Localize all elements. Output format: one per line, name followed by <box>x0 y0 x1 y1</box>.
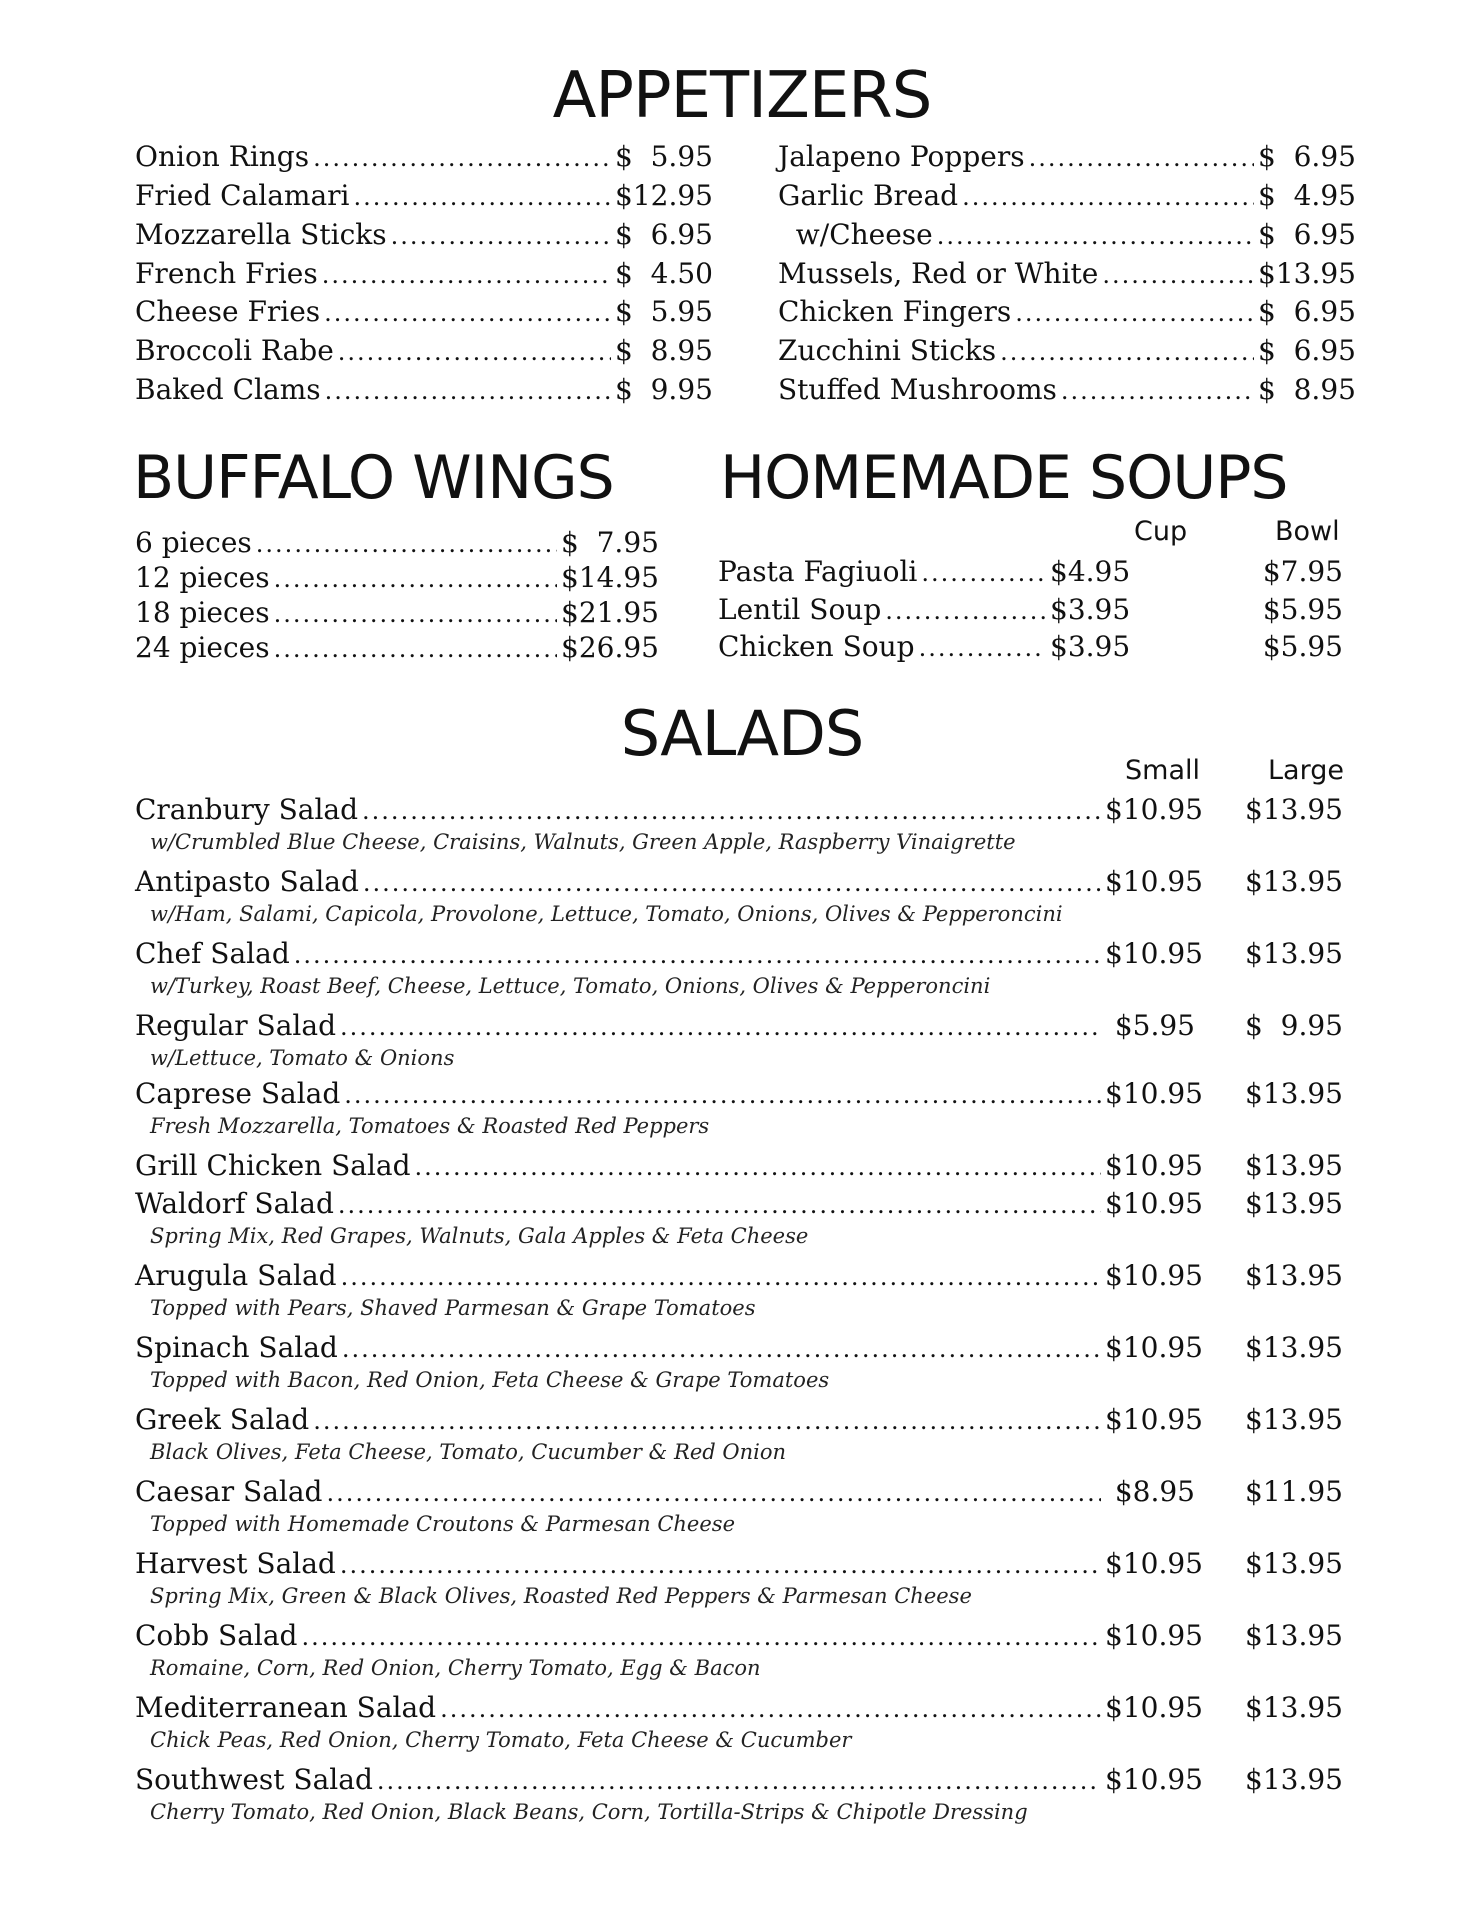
dot-leader <box>338 1193 1101 1217</box>
item-price: $21.95 <box>561 596 659 629</box>
item-name: Broccoli Rabe <box>135 334 334 367</box>
dot-leader <box>937 224 1254 248</box>
item-description: Topped with Bacon, Red Onion, Feta Cheese & Grape Tomatoes <box>150 1368 830 1392</box>
small-price: $10.95 <box>1105 1619 1203 1652</box>
item-name: Mozzarella Sticks <box>135 218 387 251</box>
item-name: Garlic Bread <box>778 179 959 212</box>
dot-leader <box>340 1553 1101 1577</box>
menu-item <box>718 555 1131 588</box>
dot-leader <box>274 602 557 626</box>
small-price: $10.95 <box>1105 1403 1203 1436</box>
large-price: $13.95 <box>1245 1547 1343 1580</box>
dot-leader <box>256 532 557 556</box>
dot-leader <box>885 599 1046 623</box>
dot-leader <box>344 1083 1101 1107</box>
item-name: 24 pieces <box>135 631 270 664</box>
dot-leader <box>340 1015 1101 1039</box>
dot-leader <box>1015 301 1254 325</box>
small-price: $10.95 <box>1105 1331 1203 1364</box>
menu-item <box>135 1619 1203 1652</box>
menu-item <box>135 257 713 290</box>
dot-leader <box>325 379 611 403</box>
item-name: w/Cheese <box>778 218 933 251</box>
large-price: $13.95 <box>1245 1691 1343 1724</box>
small-price: $10.95 <box>1105 1259 1203 1292</box>
item-name: Greek Salad <box>135 1403 310 1436</box>
item-description: w/Turkey, Roast Beef, Cheese, Lettuce, Tomato, Onions, Olives & Pepperoncini <box>150 974 991 998</box>
large-price: $13.95 <box>1245 1619 1343 1652</box>
item-name: Chicken Soup <box>718 630 915 663</box>
item-description: Black Olives, Feta Cheese, Tomato, Cucumber & Red Onion <box>150 1440 786 1464</box>
item-price: $ 6.95 <box>1258 334 1356 367</box>
item-description: w/Lettuce, Tomato & Onions <box>150 1046 455 1070</box>
menu-item <box>778 334 1356 367</box>
large-price: $11.95 <box>1245 1475 1343 1508</box>
item-name: Pasta Fagiuoli <box>718 555 918 588</box>
dot-leader <box>313 146 611 170</box>
item-name: 18 pieces <box>135 596 270 629</box>
dot-leader <box>377 1769 1101 1793</box>
dot-leader <box>274 637 557 661</box>
item-name: Grill Chicken Salad <box>135 1149 411 1182</box>
small-price: $10.95 <box>1105 1077 1203 1110</box>
menu-item <box>718 630 1131 663</box>
dot-leader <box>294 943 1101 967</box>
large-price: $13.95 <box>1245 865 1343 898</box>
menu-item <box>778 140 1356 173</box>
menu-item <box>135 596 659 629</box>
menu-item <box>718 593 1131 626</box>
homemade-soups-heading: HOMEMADE SOUPS <box>720 443 1288 513</box>
item-name: 12 pieces <box>135 561 270 594</box>
menu-item <box>135 793 1203 826</box>
large-price: $13.95 <box>1245 1187 1343 1220</box>
small-price: $10.95 <box>1105 1763 1203 1796</box>
cup-column-header: Cup <box>1134 516 1188 547</box>
item-name: Fried Calamari <box>135 179 350 212</box>
small-price: $10.95 <box>1105 937 1203 970</box>
item-price: $ 9.95 <box>615 373 713 406</box>
dot-leader <box>919 636 1046 660</box>
dot-leader <box>354 185 611 209</box>
dot-leader <box>440 1697 1101 1721</box>
dot-leader <box>1102 263 1254 287</box>
menu-item <box>135 1331 1203 1364</box>
item-name: Mediterranean Salad <box>135 1691 437 1724</box>
item-name: French Fries <box>135 257 318 290</box>
menu-item <box>778 179 1356 212</box>
dot-leader <box>391 224 611 248</box>
item-price: $26.95 <box>561 631 659 664</box>
dot-leader <box>1029 146 1254 170</box>
item-price: $12.95 <box>615 179 713 212</box>
menu-item <box>135 179 713 212</box>
menu-item <box>135 561 659 594</box>
large-price: $13.95 <box>1245 1403 1343 1436</box>
item-name: Onion Rings <box>135 140 310 173</box>
item-price: $ 6.95 <box>1258 140 1356 173</box>
large-price: $13.95 <box>1245 1259 1343 1292</box>
large-column-header: Large <box>1268 755 1344 786</box>
item-price: $ 8.95 <box>1258 373 1356 406</box>
item-description: Cherry Tomato, Red Onion, Black Beans, Corn, Tortilla-Strips & Chipotle Dressing <box>150 1800 1028 1824</box>
menu-item <box>135 631 659 664</box>
cup-price: $4.95 <box>1050 555 1131 588</box>
small-price: $10.95 <box>1105 1149 1203 1182</box>
cup-price: $3.95 <box>1050 593 1131 626</box>
item-price: $ 6.95 <box>1258 295 1356 328</box>
menu-item <box>135 865 1203 898</box>
menu-item <box>778 373 1356 406</box>
dot-leader <box>326 1481 1101 1505</box>
salads-heading: SALADS <box>620 697 864 770</box>
menu-item <box>135 1077 1203 1110</box>
item-name: Zucchini Sticks <box>778 334 997 367</box>
item-name: Cheese Fries <box>135 295 321 328</box>
item-price: $ 6.95 <box>1258 218 1356 251</box>
dot-leader <box>324 301 611 325</box>
dot-leader <box>362 799 1101 823</box>
menu-item <box>135 1475 1195 1508</box>
dot-leader <box>1061 379 1254 403</box>
item-name: Arugula Salad <box>135 1259 337 1292</box>
dot-leader <box>301 1625 1101 1649</box>
item-name: Chef Salad <box>135 937 290 970</box>
large-price: $13.95 <box>1245 1331 1343 1364</box>
item-description: w/Crumbled Blue Cheese, Craisins, Walnuts, Green Apple, Raspberry Vinaigrette <box>150 830 1016 854</box>
item-name: Lentil Soup <box>718 593 882 626</box>
dot-leader <box>322 263 611 287</box>
large-price: $ 9.95 <box>1245 1009 1343 1042</box>
menu-item <box>778 218 1356 251</box>
menu-item <box>135 373 713 406</box>
menu-item <box>135 526 659 559</box>
item-name: Antipasto Salad <box>135 865 359 898</box>
item-name: Jalapeno Poppers <box>778 140 1025 173</box>
item-price: $ 8.95 <box>615 334 713 367</box>
large-price: $13.95 <box>1245 937 1343 970</box>
item-name: Regular Salad <box>135 1009 336 1042</box>
item-price: $14.95 <box>561 561 659 594</box>
item-price: $ 7.95 <box>561 526 659 559</box>
item-price: $ 5.95 <box>615 295 713 328</box>
menu-item <box>135 1403 1203 1436</box>
item-description: Chick Peas, Red Onion, Cherry Tomato, Feta Cheese & Cucumber <box>150 1728 852 1752</box>
cup-price: $3.95 <box>1050 630 1131 663</box>
dot-leader <box>313 1409 1101 1433</box>
dot-leader <box>921 561 1046 585</box>
menu-item <box>135 218 713 251</box>
item-name: Southwest Salad <box>135 1763 373 1796</box>
item-description: Romaine, Corn, Red Onion, Cherry Tomato, Egg & Bacon <box>150 1656 761 1680</box>
dot-leader <box>363 871 1101 895</box>
small-price: $10.95 <box>1105 1691 1203 1724</box>
item-price: $ 4.50 <box>615 257 713 290</box>
item-name: Cobb Salad <box>135 1619 298 1652</box>
dot-leader <box>338 340 611 364</box>
small-price: $8.95 <box>1114 1475 1195 1508</box>
menu-item <box>778 295 1356 328</box>
small-price: $5.95 <box>1114 1009 1195 1042</box>
menu-item <box>135 1259 1203 1292</box>
menu-item <box>135 1149 1203 1182</box>
menu-item <box>135 937 1203 970</box>
bowl-column-header: Bowl <box>1275 516 1340 547</box>
item-description: w/Ham, Salami, Capicola, Provolone, Lettuce, Tomato, Onions, Olives & Pepperoncini <box>150 902 1063 926</box>
menu-item <box>135 334 713 367</box>
small-price: $10.95 <box>1105 793 1203 826</box>
menu-item <box>135 1691 1203 1724</box>
menu-item <box>135 1763 1203 1796</box>
dot-leader <box>341 1265 1101 1289</box>
item-description: Topped with Pears, Shaved Parmesan & Grape Tomatoes <box>150 1296 756 1320</box>
buffalo-wings-heading: BUFFALO WINGS <box>133 443 614 513</box>
item-description: Fresh Mozzarella, Tomatoes & Roasted Red Peppers <box>150 1114 710 1138</box>
item-price: $ 6.95 <box>615 218 713 251</box>
item-description: Topped with Homemade Croutons & Parmesan Cheese <box>150 1512 735 1536</box>
item-name: Spinach Salad <box>135 1331 338 1364</box>
dot-leader <box>415 1155 1101 1179</box>
menu-item <box>778 257 1356 290</box>
item-name: Harvest Salad <box>135 1547 336 1580</box>
item-name: Chicken Fingers <box>778 295 1012 328</box>
item-name: Stuffed Mushrooms <box>778 373 1057 406</box>
item-price: $ 4.95 <box>1258 179 1356 212</box>
large-price: $13.95 <box>1245 1763 1343 1796</box>
small-price: $10.95 <box>1105 865 1203 898</box>
dot-leader <box>342 1337 1101 1361</box>
small-column-header: Small <box>1125 755 1200 786</box>
item-name: Waldorf Salad <box>135 1187 334 1220</box>
bowl-price: $7.95 <box>1262 555 1343 588</box>
small-price: $10.95 <box>1105 1187 1203 1220</box>
large-price: $13.95 <box>1245 1149 1343 1182</box>
menu-item <box>135 295 713 328</box>
bowl-price: $5.95 <box>1262 630 1343 663</box>
menu-item <box>135 1187 1203 1220</box>
item-price: $13.95 <box>1258 257 1356 290</box>
item-name: 6 pieces <box>135 526 252 559</box>
item-name: Cranbury Salad <box>135 793 359 826</box>
item-price: $ 5.95 <box>615 140 713 173</box>
dot-leader <box>274 567 557 591</box>
bowl-price: $5.95 <box>1262 593 1343 626</box>
large-price: $13.95 <box>1245 1077 1343 1110</box>
menu-item <box>135 1009 1195 1042</box>
large-price: $13.95 <box>1245 793 1343 826</box>
item-description: Spring Mix, Green & Black Olives, Roasted Red Peppers & Parmesan Cheese <box>150 1584 972 1608</box>
item-name: Caesar Salad <box>135 1475 323 1508</box>
menu-item <box>135 140 713 173</box>
small-price: $10.95 <box>1105 1547 1203 1580</box>
item-name: Mussels, Red or White <box>778 257 1099 290</box>
appetizers-heading: APPETIZERS <box>552 59 932 133</box>
item-name: Caprese Salad <box>135 1077 341 1110</box>
dot-leader <box>962 185 1254 209</box>
dot-leader <box>1000 340 1254 364</box>
item-description: Spring Mix, Red Grapes, Walnuts, Gala Apples & Feta Cheese <box>150 1224 809 1248</box>
item-name: Baked Clams <box>135 373 321 406</box>
menu-item <box>135 1547 1203 1580</box>
